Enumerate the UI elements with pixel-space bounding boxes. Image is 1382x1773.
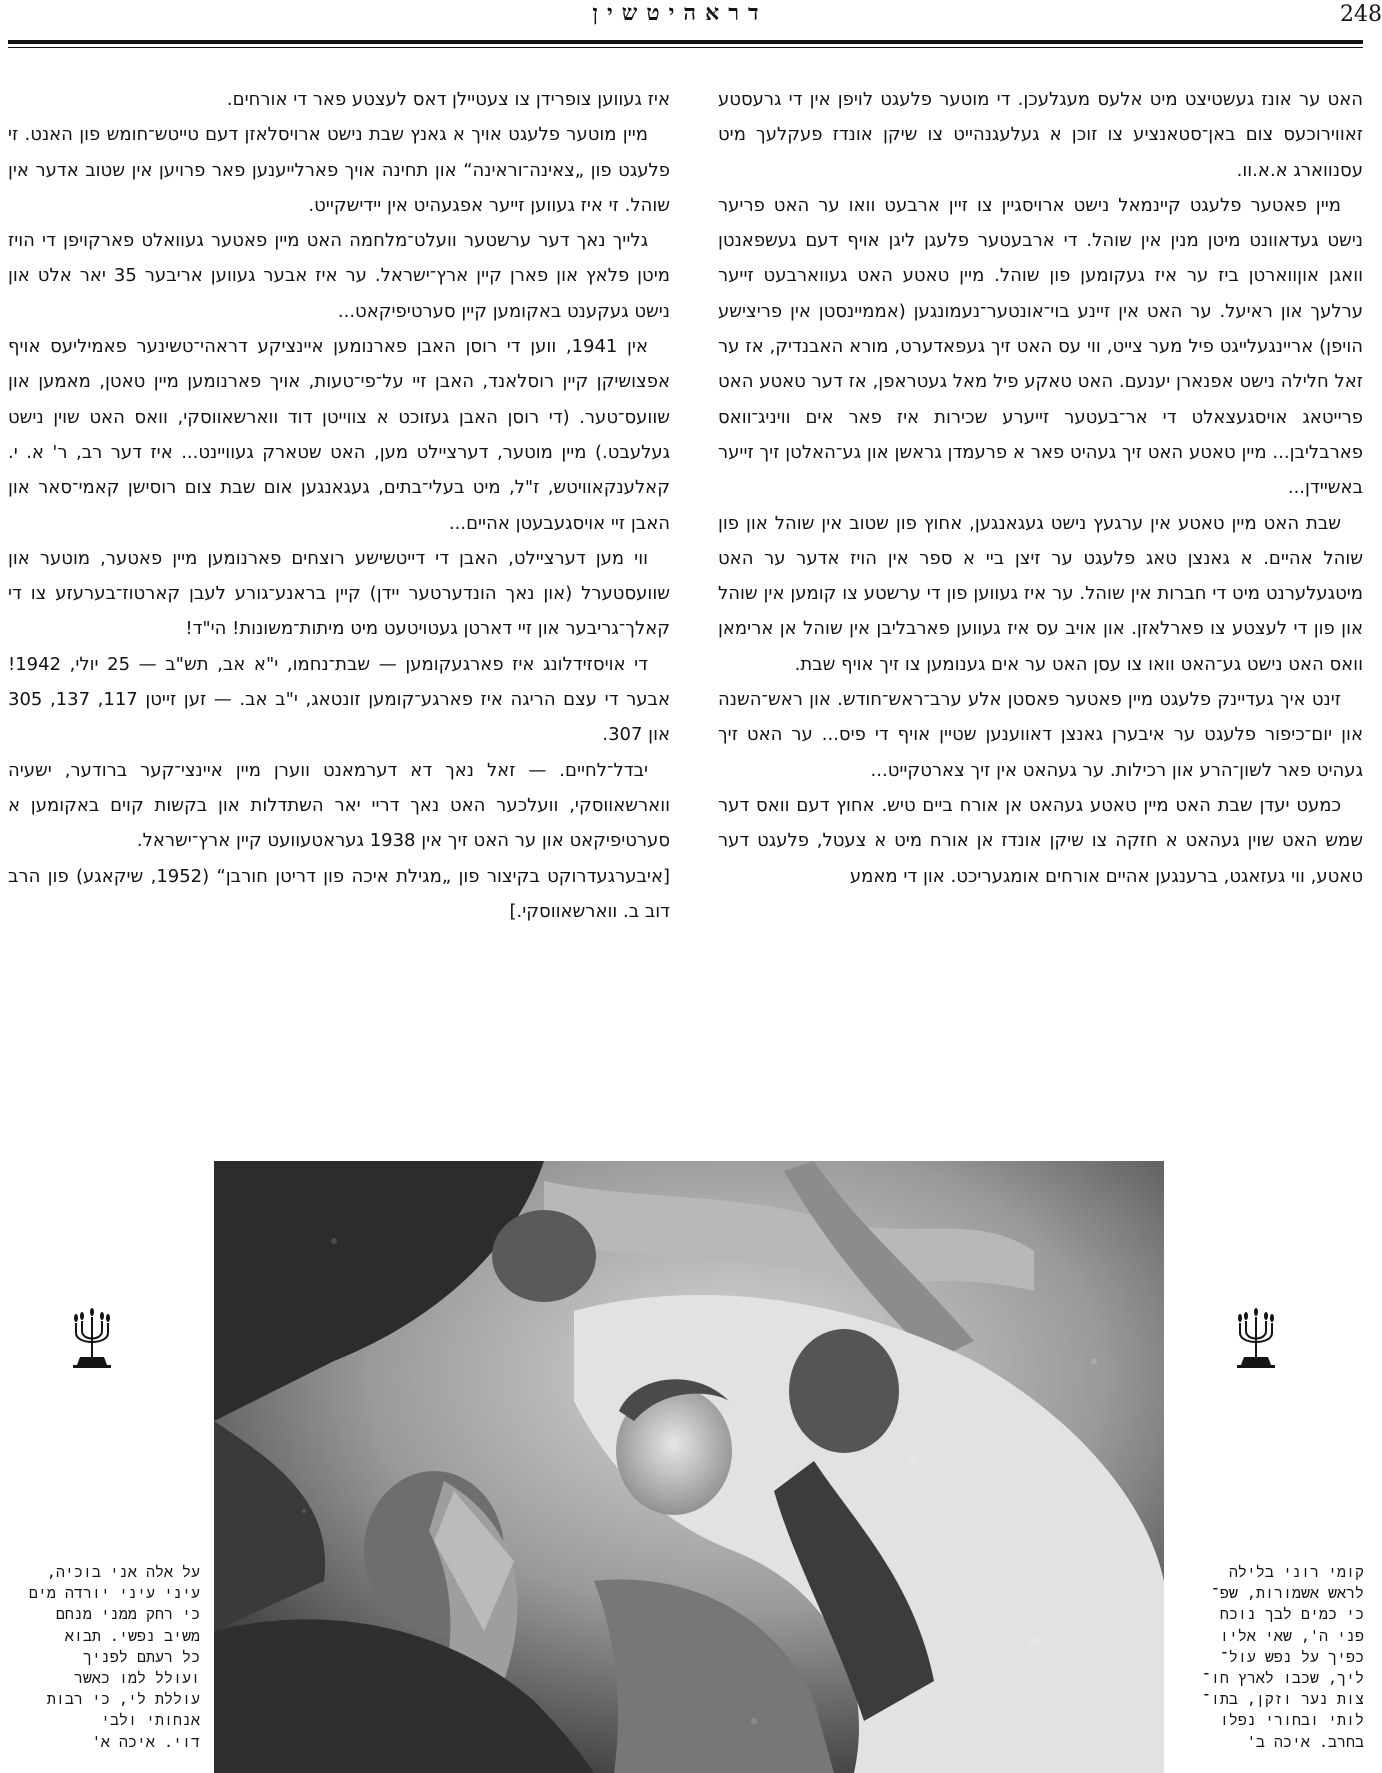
lamentation-verse-left: על אלה אני בוכיה, עיני עיני יורדה מים כי רחק ממני מנחם משיב נפשי. תבוא כל רעתם לפניך ועולל למו כאשר עוללת לי, כי רבות אנחותי ולבי דוי. איכה א' [28,1563,200,1751]
memorial-candelabra-icon [1231,1305,1281,1371]
source-citation: [איבערגעדרוקט בקיצור פון „מגילת איכה פון דריטן חורבן“ (1952, שיקאגע) פון הרב דוב ב. ווארשאווסקי.] [8,865,670,922]
page-number: 248 [1340,2,1382,27]
paragraph: איז געווען צופרידן צו צעטיילן דאס לעצטע פאר די אורחים. [226,89,670,110]
paragraph: ווי מען דערציילט, האבן די דייטשישע רוצחים פארנומען מיין פאטער, מוטער און שוועסטערל (און נאך הונדערטער יידן) קיין בראנע־גורע לעבן קארטוז־בערעזע צו די קאלך־גריבער און זיי דארטן געטויטעט מיט מיתות־משונות! הי"ד! [8,547,670,640]
paragraph: מיין פאטער פלעגט קיינמאל נישט ארויסגיין צו זיין ארבעט וואו ער האט פריער נישט געדאוונט מיטן מנין אין שוהל. די ארבעטער פלעגן ליגן אויף דעם געשפאנטן וואגן אוןווארטן ביז ער איז געקומען פון שוהל. מיין טאטע האט געווארבעט זייער ערלעך און ראיעל. ער האט אין זיינע בוי־אונטער־נעמונגען (אממיינסטן אין פריצישע הויפן) אריינגעלייגט פיל מער צייט, ווי עס האט זיך געפאדערט, מורא האבנדיק, אז ער זאל חלילה נישט אפנארן יענעם. האט טאקע פיל מאל געטראפן, אז דער טאטע האט פרייטאג אויסגעצאלט די אר־בעטער זייערע שכירות איז פאר אים וויניג־וואס פארבליבן... מיין טאטע האט זיך געהיט פאר א פרעמדן גראשן און גע־האלטן זיך זייער באשיידן... [718,194,1363,499]
paragraph: די אויסזידלונג איז פארגעקומען — שבת־נחמו, י"א אב, תש"ב — 25 יולי, 1942! אבער די עצם הריגה איז פארגע־קומען זונטאג, י"ב אב. — זען זייטן 117, 137, 305 און 307. [8,653,670,746]
paragraph: אין 1941, ווען די רוסן האבן פארנומען איינציקע דראהי־טשינער פאמיליעס אויף אפצושיקן קיין רוסלאנד, האבן זיי על־פי־טעות, אויך פארנומען מיין טאטן, מאמען און שוועס־טער. (די רוסן האבן געזוכט א צווייטן דוד ווארשאווסקי, וואס האט שוין נישט געלעבט.) מיין מוטער, דערציילט מען, האט שטארק געוויינט... איז דער רב, ר' א. י. קאלענקאוויטש, ז"ל, מיט בעלי־בתים, געגאנגען אום שבת צום רוסישן קאמי־סאר און האבן זיי אויסגעבעטן אהיים... [8,336,670,534]
lamentation-verse-right: קומי רוני בלילה לראש אשמורות, שפ־ כי כמים לבך נוכח פני ה', שאי אליו כפיך על נפש עול־ ליך, שכבו לארץ חו־ צות נער וזקן, בתו־ לותי ובחורי נפלו בחרב. איכה ב' [1201,1563,1364,1751]
paragraph: גלייך נאך דער ערשטער וועלט־מלחמה האט מיין פאטער געוואלט פארקויפן די הויז מיטן פלאץ און פארן קיין ארץ־ישראל. ער איז אבער געווען אריבער 35 יאר אלט און נישט געקענט באקומען קיין סערטיפיקאט... [8,230,670,322]
left-text-column [8,82,670,929]
running-head [0,0,1382,40]
paragraph: מיין מוטער פלעגט אויך א גאנץ שבת נישט ארויסלאזן דעם טייטש־חומש פון האנט. זי פלעגט פון „צאינה־וראינה“ און תחינה אויך פארלייענען פאר פרויען אין שטוב אדער אין שוהל. זי איז געווען זייער אפגעהיט אין יידישקייט. [8,124,670,216]
paragraph: האט ער אונז געשטיצט מיט אלעס מעגלעכן. די מוטער פלעגט לויפן אין די גרעסטע זאווירוכעס צום באן־סטאנציע צו זוכן א געלעגנהייט צו שיקן אונדז פעקלעך מיט עסנווארג א.א.וו. [718,89,1363,181]
paragraph: זינט איך געדיינק פלעגט מיין פאטער פאסטן אלע ערב־ראש־חודש. און ראש־השנה און יום־כיפור פלעגט ער איבערן גאנצן דאווענען שטיין אויף די פיס... ער האט זיך געהיט פאר לשון־הרע און רכילות. ער געהאט אין זיך צארטקייט... [718,689,1363,781]
header-rule-thin [8,47,1363,48]
historical-photograph [214,1161,1164,1773]
header-rule-thick [8,40,1363,44]
running-title: דראהיטשין [592,0,768,26]
memorial-candelabra-icon [67,1305,117,1371]
paragraph: יבדל־לחיים. — זאל נאך דא דערמאנט ווערן מיין איינצי־קער ברודער, ישעיה ווארשאווסקי, וועלכער האט נאך דריי יאר השתדלות און בקשות קוים באקומען א סערטיפיקאט און ער האט זיך אין 1938 געראטעוועט קיין ארץ־ישראל. [8,759,670,852]
paragraph: שבת האט מיין טאטע אין ערגעץ נישט געגאנגען, אחוץ פון שטוב אין שוהל און פון שוהל אהיים. א גאנצן טאג פלעגט ער זיצן ביי א ספר אין הויז אדער ער האט מיטגעלערנט מיט די חברות אין שוהל. ער איז געווען פון די ערשטע צו קומען אין שוהל און פון די לעצטע צו פארלאזן. און אויב עס איז געווען פארבליבן אין שוהל אן ארימאן וואס האט נישט גע־האט וואו צו עסן האט ער אים גענומען צו זיך אויף שבת. [718,512,1363,675]
right-text-column [718,82,1363,894]
paragraph: כמעט יעדן שבת האט מיין טאטע געהאט אן אורח ביים טיש. אחוץ דעם וואס דער שמש האט שוין געהאט א חזקה צו שיקן אונדז אן אורח מיט א צעטל, פלעגט דער טאטע, ווי געזאגט, ברענגען אהיים אורחים אומגעריכט. און די מאמע [718,794,1363,887]
